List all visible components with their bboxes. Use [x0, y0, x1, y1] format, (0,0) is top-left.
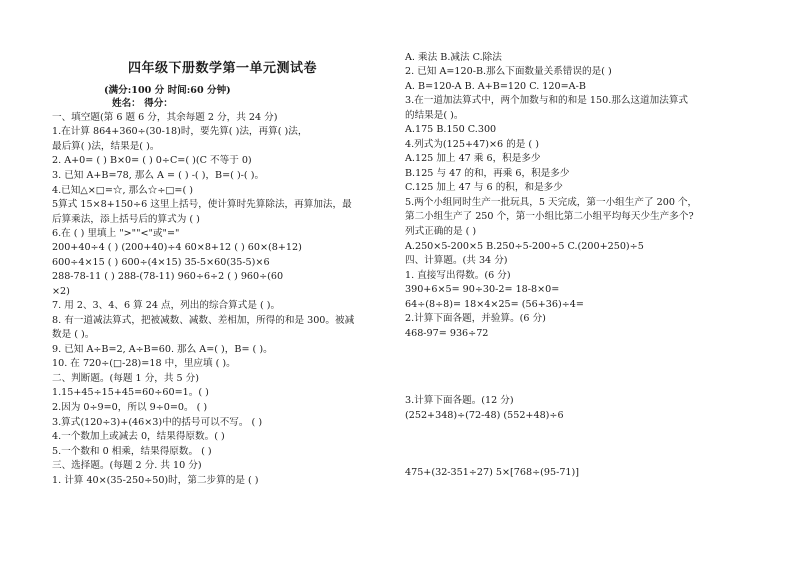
question-line: 最后算( )法，结果是( )。 [52, 141, 160, 152]
question-line: 5.一个数和 0 相乘，结果得原数。 ( ) [52, 446, 212, 457]
question-line: 1.在计算 864+360÷(30-18)时，要先算( )法，再算( )法， [52, 126, 308, 137]
question-line: (252+348)÷(72-48) (552+48)÷6 [405, 410, 564, 421]
question-line: A.175 B.150 C.300 [405, 124, 497, 135]
question-line: C.125 加上 47 与 6 的积，和是多少 [405, 182, 563, 193]
question-line: 3.计算下面各题。(12 分) [405, 395, 514, 406]
question-line: 2. 已知 A=120-B.那么下面数量关系错误的是( ) [405, 66, 612, 77]
question-line: 4.列式为(125+47)×6 的是 ( ) [405, 139, 539, 150]
question-line: 4.一个数加上或减去 0，结果得原数。( ) [52, 431, 225, 442]
question-line: 6.在 ( ) 里填上 ">""<"或"=" [52, 228, 180, 239]
question-line: 后算乘法，添上括号后的算式为 ( ) [52, 214, 200, 225]
question-line: 1. 直接写出得数。(6 分) [405, 270, 511, 281]
question-line: 5算式 15×8+150÷6 这里上括号，使计算时先算除法，再算加法，最 [52, 199, 352, 210]
question-line: 200+40÷4 ( ) (200+40)÷4 60×8+12 ( ) 60×(8+12) [52, 242, 302, 253]
exam-subtitle: (满分:100 分 时间:60 分钟) [104, 85, 231, 96]
question-line: 数是 ( )。 [52, 329, 95, 340]
question-line: 3. 已知 A+B=78, 那么 A = ( ) -( )，B=( )-( )。 [52, 170, 265, 181]
question-line: 3.算式(120÷3)+(46×3)中的括号可以不写。 ( ) [52, 417, 263, 428]
question-line: 600÷4×15 ( ) 600÷(4×15) 35-5×60(35-5)×6 [52, 257, 270, 268]
section-heading: 四、计算题。(共 34 分) [405, 255, 508, 266]
question-line: 的结果是( )。 [405, 110, 464, 121]
question-line: A.125 加上 47 乘 6，积是多少 [405, 153, 541, 164]
question-line: B.125 与 47 的和，再乘 6，积是多少 [405, 168, 570, 179]
question-line: 10. 在 720÷(□-28)=18 中，里应填 ( )。 [52, 358, 236, 369]
question-line: A. B=120-A B. A+B=120 C. 120=A-B [405, 81, 586, 92]
question-line: 8. 有一道减法算式，把被减数、减数、差相加，所得的和是 300。被减 [52, 315, 355, 326]
question-line: 390+6×5= 90÷30-2= 18-8×0= [405, 284, 560, 295]
question-line: 2.计算下面各题，并验算。(6 分) [405, 313, 546, 324]
question-line: 3.在一道加法算式中，两个加数与和的和是 150.那么这道加法算式 [405, 95, 689, 106]
question-line: 475+(32-351÷27) 5×[768÷(95-71)] [405, 467, 580, 478]
question-line: A. 乘法 B.减法 C.除法 [405, 52, 502, 63]
question-line: 288-78-11 ( ) 288-(78-11) 960÷6÷2 ( ) 960÷(60 [52, 271, 284, 282]
question-line: A.250×5-200×5 B.250÷5-200÷5 C.(200+250)÷5 [405, 241, 644, 252]
question-line: 2. A+0= ( ) B×0= ( ) 0÷C=( )(C 不等于 0) [52, 155, 252, 166]
section-heading: 二、判断题。(每题 1 分，共 5 分) [52, 373, 200, 384]
question-line: 2.因为 0÷9=0，所以 9÷0=0。 ( ) [52, 402, 208, 413]
section-heading: 三、选择题。(每题 2 分. 共 10 分) [52, 460, 202, 471]
question-line: 4.已知△×□=☆, 那么☆÷□=( ) [52, 185, 194, 196]
question-line: 5.两个小组同时生产一批玩具，5 天完成，第一小组生产了 200 个， [405, 197, 698, 208]
question-line: 1. 计算 40×(35-250÷50)时，第二步算的是 ( ) [52, 475, 259, 486]
question-line: 列式正确的是 ( ) [405, 226, 477, 237]
question-line: 9. 已知 A÷B=2, A÷B=60. 那么 A=( )，B= ( )。 [52, 344, 273, 355]
question-line: 468-97= 936÷72 [405, 328, 489, 339]
question-line: ×2) [52, 286, 70, 297]
name-score-row: 姓名： 得分： [112, 98, 173, 109]
question-line: 7. 用 2、3、4、6 算 24 点，列出的综合算式是 ( )。 [52, 300, 281, 311]
exam-title: 四年级下册数学第一单元测试卷 [128, 61, 318, 76]
question-line: 1.15+45÷15+45=60÷60=1。( ) [52, 387, 209, 398]
question-line: 64÷(8÷8)= 18×4×25= (56+36)÷4= [405, 299, 584, 310]
section-heading: 一、填空题(第 6 题 6 分，其余每题 2 分，共 24 分) [52, 112, 278, 123]
question-line: 第二小组生产了 250 个，第一小组比第二小组平均每天少生产多个? [405, 211, 694, 222]
